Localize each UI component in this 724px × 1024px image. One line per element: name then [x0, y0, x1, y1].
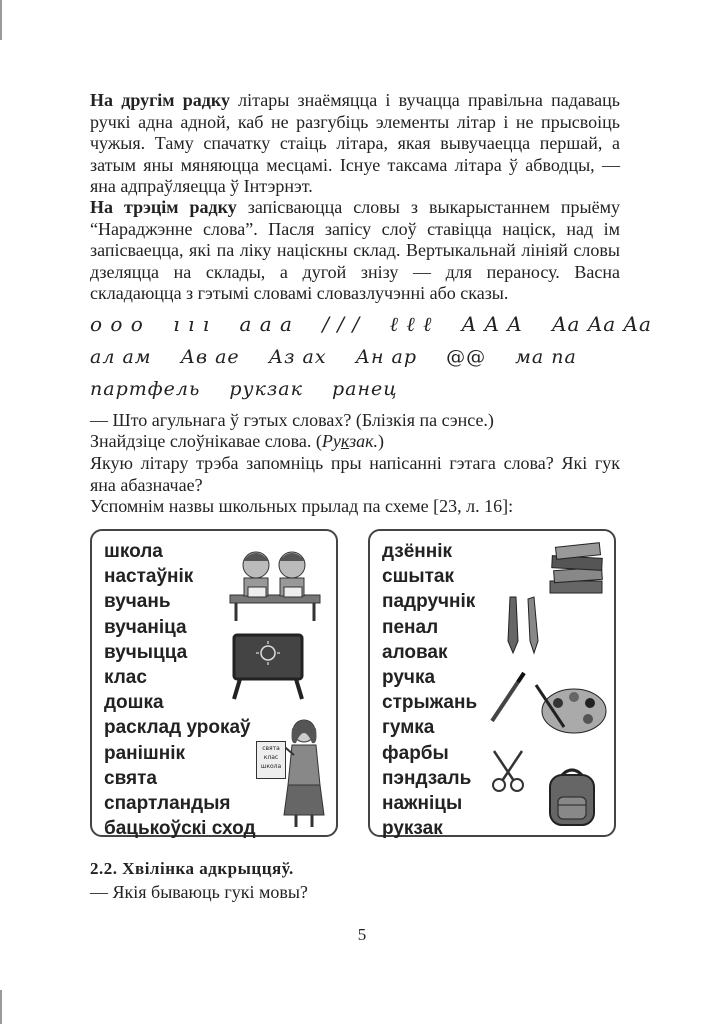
- paragraph-lead: На трэцім радку: [90, 197, 237, 217]
- hw-item: o o o: [90, 312, 144, 336]
- q2-word-underlined: к: [340, 431, 350, 451]
- hw-item: Аз ах: [268, 346, 327, 368]
- books-stack-icon: [546, 541, 608, 599]
- paragraph-third-line: [90, 197, 620, 305]
- question-scheme: Успомнім назвы школьных прылад па схеме [23, л. 16]:: [90, 496, 514, 516]
- list-item: ручка: [382, 667, 436, 689]
- list-item: аловак: [382, 641, 448, 663]
- list-item: дошка: [104, 692, 164, 714]
- question-vocabulary: [90, 431, 384, 453]
- scissors-icon: [488, 749, 528, 793]
- list-item: ранішнік: [104, 742, 186, 764]
- list-item: вучаніца: [104, 616, 187, 638]
- paint-palette-icon: [534, 681, 610, 737]
- handwriting-row-words: [90, 378, 420, 400]
- section-title: 2.2. Хвілінка адкрыццяў.: [90, 859, 294, 878]
- hw-item: Ан ар: [355, 346, 418, 368]
- pupils-at-desk-icon: [226, 543, 324, 623]
- sign-text: школа: [260, 763, 282, 770]
- list-item: пенал: [382, 616, 439, 638]
- question-common: — Што агульнага ў гэтых словах? (Блізкія па сэнсе.): [90, 410, 494, 430]
- handwriting-row-syllables: [90, 346, 599, 368]
- q2-pre: Знайдзіце слоўнікавае слова. (: [90, 431, 322, 451]
- list-item: свята: [104, 767, 157, 789]
- list-item: стрыжань: [382, 692, 478, 714]
- paragraph-second-line: [90, 90, 620, 198]
- q2-word: зак.: [349, 431, 379, 451]
- hw-item: Ав ае: [180, 346, 240, 368]
- list-item: бацькоўскі сход: [104, 818, 256, 840]
- hw-item: a a a: [239, 312, 293, 336]
- list-item: дзённік: [382, 541, 453, 562]
- sign-text: клас: [263, 754, 279, 761]
- sign-board: [256, 741, 286, 779]
- pen-and-pencil-icon: [504, 595, 544, 657]
- section-question: — Якія бываюць гукі мовы?: [90, 882, 308, 902]
- crop-mark-bottom: [0, 990, 2, 1024]
- hw-item: @@: [446, 346, 487, 368]
- list-item: рукзак: [382, 818, 443, 840]
- hw-item: Aa Aa Aa: [552, 312, 652, 336]
- hw-item: ранец: [331, 378, 398, 400]
- hw-item: / / /: [322, 312, 361, 336]
- list-item: школа: [104, 541, 163, 562]
- list-item: фарбы: [382, 742, 449, 764]
- blackboard-icon: [230, 631, 306, 701]
- school-supplies-list: [382, 539, 477, 841]
- list-item: сшытак: [382, 566, 455, 588]
- page-number: 5: [357, 925, 367, 944]
- hw-item: ı ı ı: [173, 312, 211, 336]
- q2-word: Ру: [321, 431, 341, 451]
- list-item: пэндзаль: [382, 767, 472, 789]
- list-item: настаўнік: [104, 566, 194, 588]
- crop-mark-top: [0, 0, 2, 40]
- question-letter: Якую літару трэба запомніць пры напісанні гэтага слова? Які гук яна абазначае?: [90, 453, 620, 495]
- paragraph-lead: На другім радку: [90, 90, 230, 110]
- paragraph-body: запісваюцца словы з выкарыстаннем прыёму “Нараджэнне слова”. Пасля запісу слоў ставіцца націск, над ім запісваецца, які па ліку націскны склад. Вертыкальнай лініяй словы дзеляцца на склады, а дугой знізу — для пераносу. Васна складаюцца з гэтымі словамі словазлучэнні або сказы.: [90, 197, 621, 303]
- list-item: гумка: [382, 717, 435, 739]
- hw-item: партфель: [90, 378, 201, 400]
- hw-item: A A A: [461, 312, 523, 336]
- list-item: клас: [104, 667, 147, 689]
- school-words-box: [90, 529, 338, 840]
- hw-item: ℓ ℓ ℓ: [389, 312, 433, 336]
- q2-post: ): [378, 431, 385, 451]
- list-item: вучань: [104, 591, 171, 613]
- list-item: вучыцца: [104, 641, 188, 663]
- list-item: расклад урокаў: [104, 717, 251, 739]
- list-item: нажніцы: [382, 793, 463, 815]
- sign-text: свята: [262, 745, 280, 752]
- paragraph-body: літары знаёмяцца і вучацца правільна падаваць ручкі адна адной, каб не разгубіць элементы літар і не прысвоіць чужыя. Таму спачатку стаіць літара, якая вывучаецца першай, а затым яны мяняюцца месцамі. Існуе таксама літара ў абводцы, — яна адпраўляецца ў Інтэрнэт.: [90, 90, 620, 196]
- backpack-icon: [542, 767, 602, 829]
- hw-item: ма па: [515, 346, 577, 368]
- hw-item: ал ам: [90, 346, 152, 368]
- list-item: падручнік: [382, 591, 476, 613]
- refill-icon: [488, 669, 528, 725]
- handwriting-row-letters: [90, 312, 652, 337]
- school-supplies-box: [368, 529, 616, 840]
- list-item: спартландыя: [104, 793, 231, 815]
- hw-item: рукзак: [229, 378, 303, 400]
